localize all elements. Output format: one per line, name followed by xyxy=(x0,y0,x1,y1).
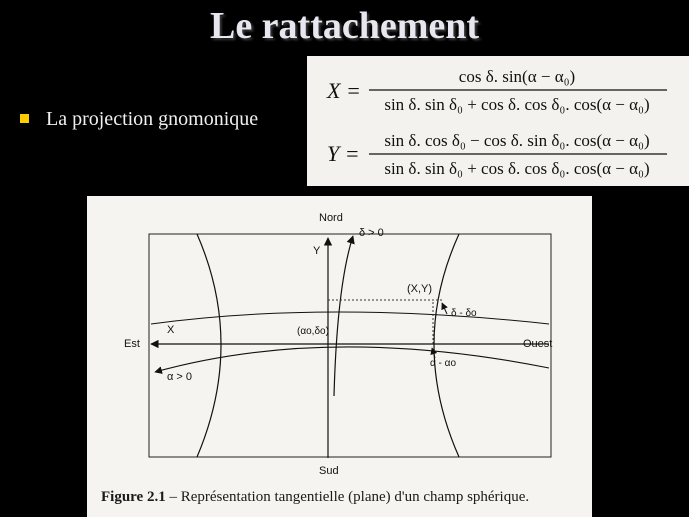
bullet-item xyxy=(20,108,258,131)
label-center-point: (αo,δo) xyxy=(297,326,329,337)
square-bullet-icon xyxy=(20,114,29,123)
label-est: Est xyxy=(124,338,140,350)
label-x-axis: X xyxy=(167,324,175,336)
label-point-xy: (X,Y) xyxy=(407,283,433,295)
label-alpha-positive: α > 0 xyxy=(167,371,193,383)
x-denominator: sin δ. sin δ₀ + cos δ. cos δ₀. cos(α − α₀) xyxy=(384,95,650,114)
label-sud: Sud xyxy=(319,465,339,477)
slide-title: Le rattachement xyxy=(209,5,480,47)
delta-curve xyxy=(334,236,353,396)
y-numerator: sin δ. cos δ₀ − cos δ. sin δ₀. cos(α − α₀) xyxy=(384,131,650,150)
formula-svg xyxy=(307,56,689,186)
x-lhs: X = xyxy=(327,78,361,103)
y-lhs: Y = xyxy=(327,141,360,166)
upper-arc xyxy=(151,312,549,324)
label-delta-positive: δ > 0 xyxy=(359,227,384,239)
caption-text: – Représentation tangentielle (plane) d'un champ sphérique. xyxy=(165,489,530,505)
formula-image xyxy=(307,56,689,186)
figure-caption xyxy=(101,489,529,506)
alpha-curve xyxy=(155,347,549,372)
label-y-axis: Y xyxy=(313,245,321,257)
bullet-text: La projection gnomonique xyxy=(46,108,259,130)
label-ouest: Ouest xyxy=(523,338,553,350)
caption-label: Figure 2.1 xyxy=(101,489,166,505)
x-numerator: cos δ. sin(α − α₀) xyxy=(458,67,576,86)
label-nord: Nord xyxy=(319,212,343,224)
label-delta-diff: δ - δo xyxy=(451,308,477,319)
projection-diagram xyxy=(87,196,592,517)
left-curve xyxy=(197,234,221,457)
right-curve xyxy=(434,234,459,457)
figure-image xyxy=(87,196,592,517)
y-denominator: sin δ. sin δ₀ + cos δ. cos δ₀. cos(α − α₀) xyxy=(384,159,650,178)
delta-diff-pointer xyxy=(442,303,447,314)
label-alpha-diff: α - αo xyxy=(430,358,457,369)
